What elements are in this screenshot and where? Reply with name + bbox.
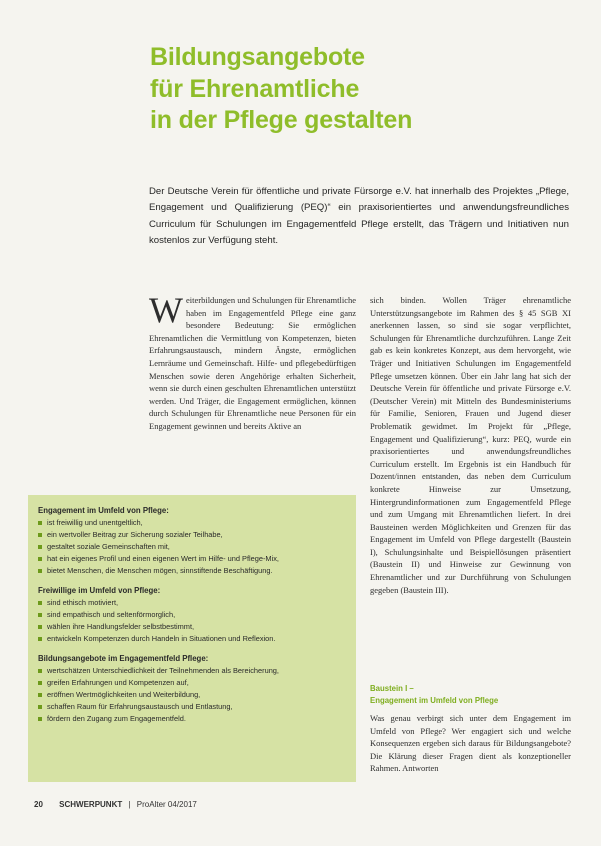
body-column-right-continued: Was genau verbirgt sich unter dem Engagement im Umfeld von Pflege? Wer engagiert sich und welche Konsequenzen ergeben sich daraus für Bildungsangebote? Die Klärung dieser Fragen dient als konzeptioneller Rahmen. Antworten: [370, 713, 571, 774]
list-item: gestaltet soziale Gemeinschaften mit,: [38, 541, 346, 553]
page-number: 20: [34, 800, 43, 809]
list-item: sind ethisch motiviert,: [38, 597, 346, 609]
list-item: fördern den Zugang zum Engagementfeld.: [38, 713, 346, 725]
body-column-right: sich binden. Wollen Träger ehrenamtliche Unterstützungsangebote im Rahmen des § 45 SGB XI anerkennen lassen, so sind sie sogar verpflichtet, Schulungen für Ehrenamtliche durchzuführen. Lange Zeit gab es kein konkretes Konzept, aus dem hervorgeht, wie Träger und Initiativen Schulungen im Engagementfeld Pflege umsetzen können. Über ein Jahr lang hat sich der Deutsche Verein für öffentliche und private Fürsorge e.V. (Deutscher Verein) mit Mitteln des Bundesministeriums für Familie, Senioren, Frauen und Jugend dieser Problematik gewidmet. Im Projekt für „Pflege, Engagement und Qualifizierung“, kurz: PEQ, wurde ein praxisorientiertes und anwendungsfreundliches Curriculum erstellt. Im Ergebnis ist ein Handbuch für Dozent/innen entstanden, das neben dem Curriculum konkrete Hinweise zur Umsetzung, Hintergrundinformationen zum Engagementfeld Pflege und zum Umgang mit Ehrenamtlichen liefert. In drei Bausteinen werden Möglichkeiten und Grenzen für das Engagement im Umfeld von Pflege dargestellt (Baustein I), Schulungsinhalte und Beispiellösungen präsentiert (Baustein II) und Hinweise zur Gewinnung von Ehrenamtlicher und zur Durchführung von Schulungen gegeben (Baustein III).: [370, 295, 571, 595]
title-line-1: Bildungsangebote: [150, 43, 365, 71]
section-name: SCHWERPUNKT: [59, 800, 123, 809]
subheading-line-2: Engagement im Umfeld von Pflege: [370, 696, 499, 705]
subheading-line-1: Baustein I –: [370, 684, 414, 693]
list-item: hat ein eigenes Profil und einen eigenen Wert im Hilfe- und Pflege-Mix,: [38, 553, 346, 565]
info-box-list-engagement: [38, 517, 346, 577]
list-item: ein wertvoller Beitrag zur Sicherung sozialer Teilhabe,: [38, 529, 346, 541]
list-item: wertschätzen Unterschiedlichkeit der Teilnehmenden als Bereicherung,: [38, 665, 346, 677]
list-item: ist freiwillig und unentgeltlich,: [38, 517, 346, 529]
info-box-heading-engagement: Engagement im Umfeld von Pflege:: [38, 506, 169, 515]
info-box: [28, 495, 356, 782]
intro-paragraph: Der Deutsche Verein für öffentliche und private Fürsorge e.V. hat innerhalb des Projektes „Pflege, Engagement und Qualifizierung (PEQ)“ ein praxisorientiertes und anwendungsfreundliches Curriculum für Schulungen im Engagementfeld Pflege erstellt, das Trägern und Initiativen nun kostenlos zur Verfügung steht.: [149, 186, 569, 246]
page-footer: [34, 800, 197, 809]
list-item: eröffnen Wertmöglichkeiten und Weiterbildung,: [38, 689, 346, 701]
list-item: schaffen Raum für Erfahrungsaustausch und Entlastung,: [38, 701, 346, 713]
info-box-heading-bildungsangebote: Bildungsangebote im Engagementfeld Pflege:: [38, 654, 209, 663]
footer-separator: |: [128, 800, 131, 809]
list-item: bietet Menschen, die Menschen mögen, sinnstiftende Beschäftigung.: [38, 565, 346, 577]
info-box-heading-freiwillige: Freiwillige im Umfeld von Pflege:: [38, 586, 161, 595]
article-title: [150, 42, 570, 137]
list-item: entwickeln Kompetenzen durch Handeln in Situationen und Reflexion.: [38, 633, 346, 645]
body-left-text: eiterbildungen und Schulungen für Ehrenamtliche haben im Engagementfeld Pflege eine ganz besondere Bedeutung: Sie ermöglichen Ehrenamtlichen die Vermittlung von Kompetenzen, bieten Erfahrungsaustausch, mindern Ängste, ermöglichen Lernräume und Gemeinschaft. Hilfe- und pflegebedürftigen Menschen sowie deren Angehörige erhalten Sicherheit, wenn sie durch einen geschulten Ehrenamtlichen unterstützt werden. Und Träger, die Engagement ermöglichen, können durch Schulungen für Ehrenamtliche neue Personen für ein Engagement gewinnen und bereits Aktive an: [149, 295, 356, 431]
title-line-3: in der Pflege gestalten: [150, 106, 413, 134]
list-item: greifen Erfahrungen und Kompetenzen auf,: [38, 677, 346, 689]
info-box-list-freiwillige: [38, 597, 346, 645]
section-subheading: [370, 683, 571, 707]
title-line-2: für Ehrenamtliche: [150, 74, 360, 103]
list-item: wählen ihre Handlungsfelder selbstbestimmt,: [38, 621, 346, 633]
drop-cap: W: [149, 290, 183, 330]
body-column-left: [149, 290, 356, 433]
info-box-list-bildungsangebote: [38, 665, 346, 725]
list-item: sind empathisch und seltenförmorglich,: [38, 609, 346, 621]
issue-label: ProAlter 04/2017: [136, 800, 197, 809]
